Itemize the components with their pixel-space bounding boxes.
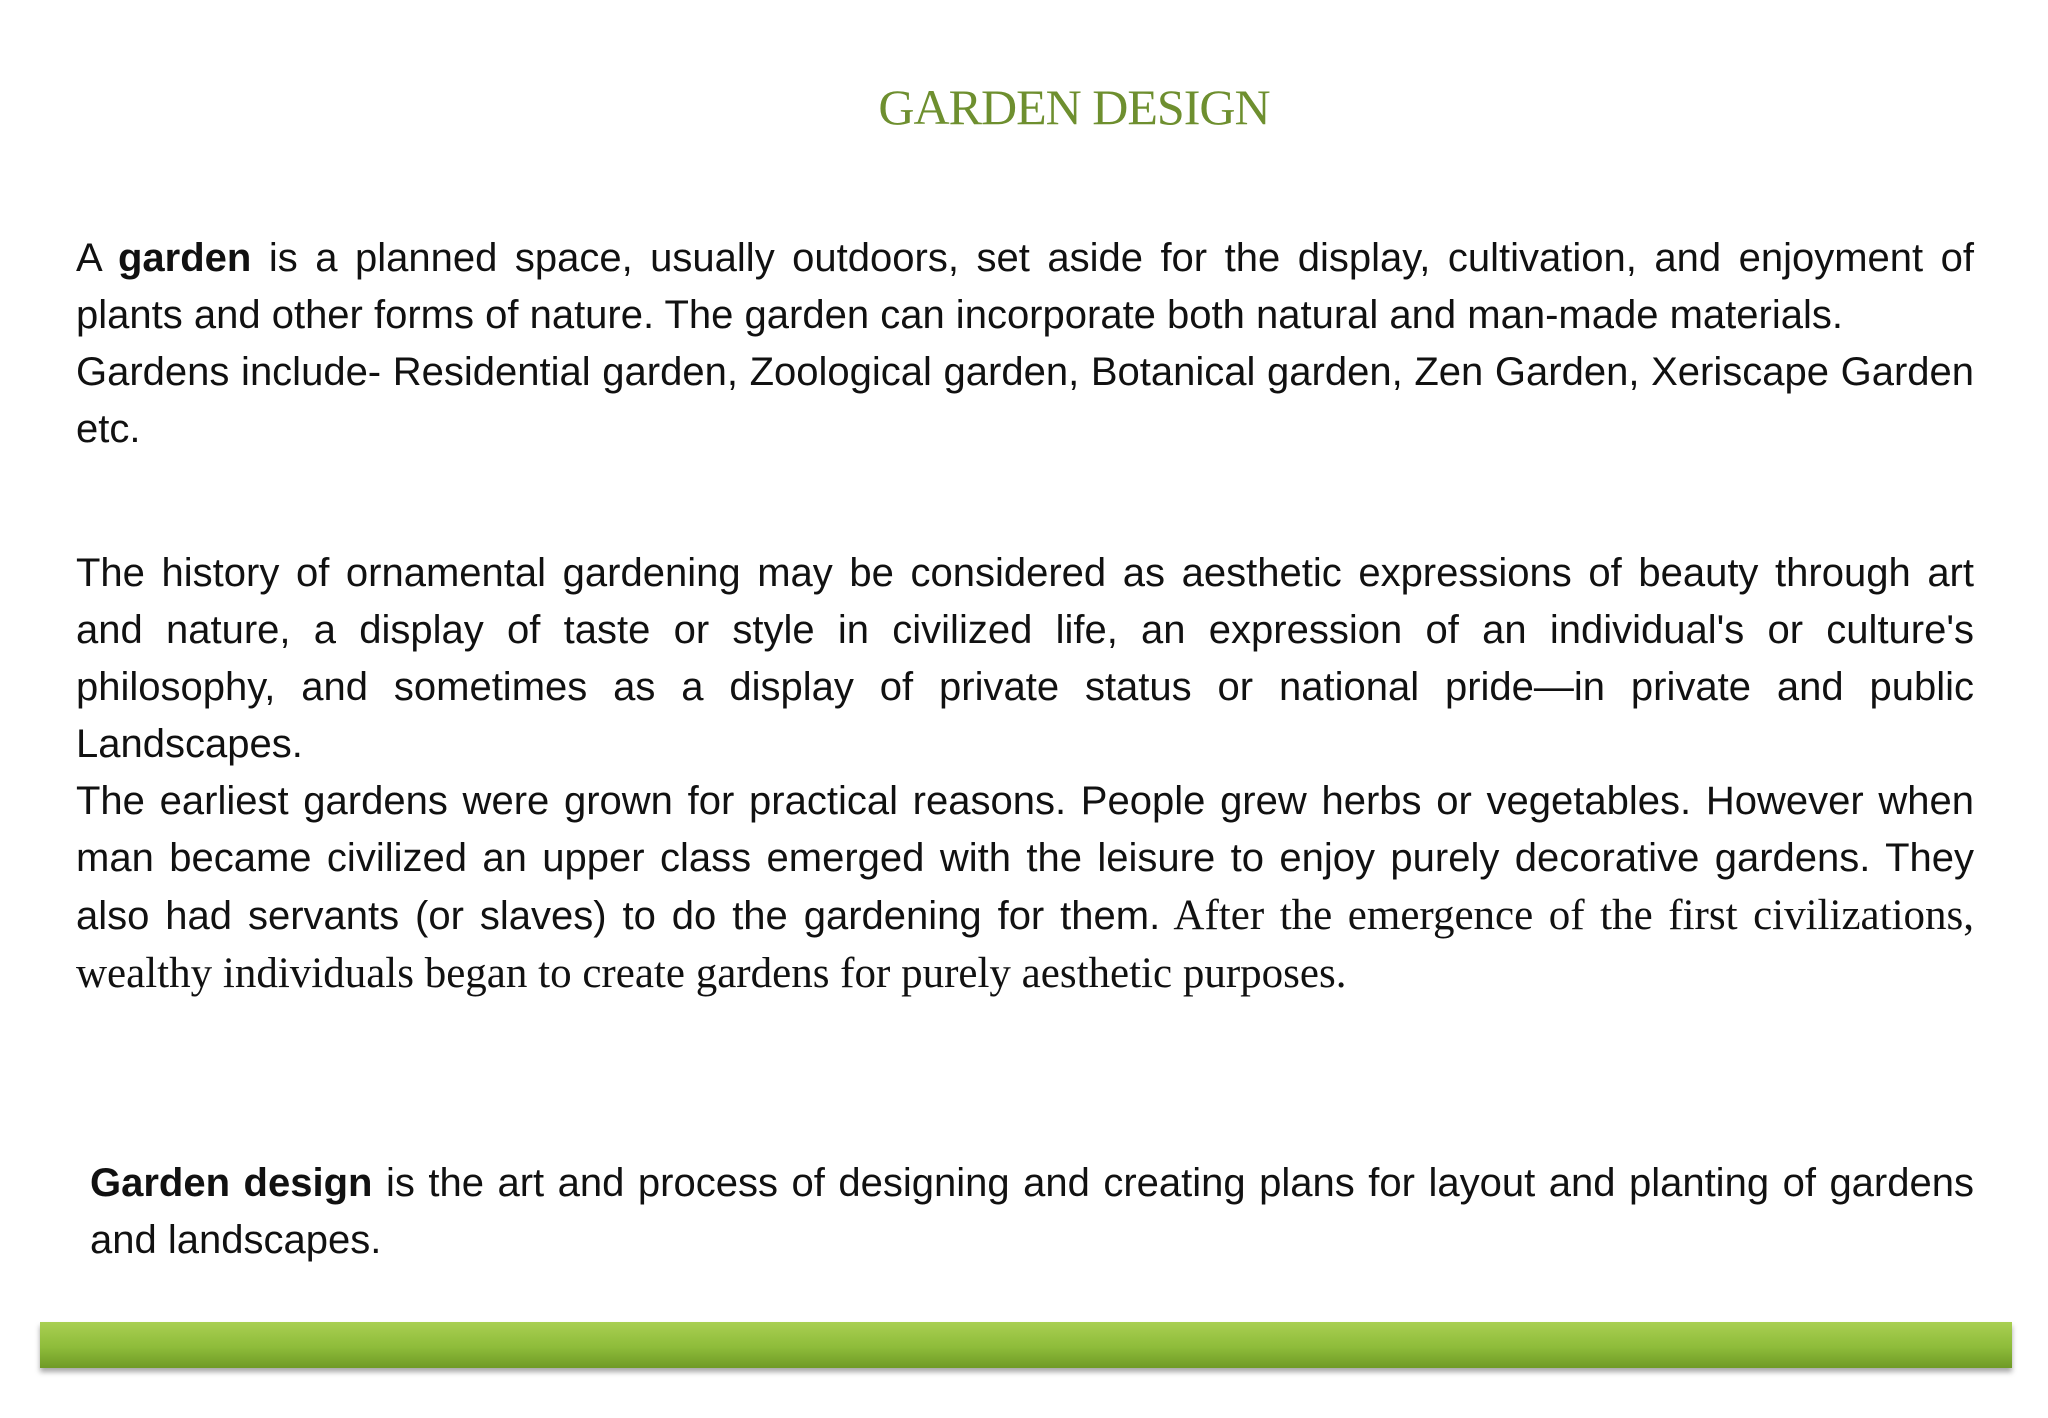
history-text: The history of ornamental gardening may be considered as aesthetic expressions of beauty through art and nature, a display of taste or style in civilized life, an expression of an individual's or culture's philosophy, and sometimes as a display of private status or national pride—in private and public Landscapes.	[76, 551, 1974, 766]
footer-green-bar	[40, 1322, 2012, 1368]
earliest-gardens-text: The earliest gardens were grown for practical reasons. People grew herbs or vegetables. However when man became civilized an upper class emerged with the leisure to enjoy purely decorative gardens. They also had servants (or slaves) to do the gardening for them.	[76, 779, 1974, 938]
definition-bold-term: garden	[117, 236, 252, 280]
page-title: GARDEN DESIGN	[878, 79, 1270, 135]
civilizations-text: After the emergence of the first civilizations, wealthy individuals began to create gardens for purely aesthetic purposes.	[76, 892, 1974, 997]
garden-design-bold-term: Garden design	[90, 1161, 373, 1205]
garden-design-text: is the art and process of designing and creating plans for layout and planting of gardens and landscapes.	[90, 1161, 1974, 1262]
history-paragraph	[76, 545, 1974, 1003]
garden-types-text: Gardens include- Residential garden, Zoological garden, Botanical garden, Zen Garden, Xeriscape Garden etc.	[76, 350, 1974, 451]
garden-definition-paragraph	[76, 230, 1974, 458]
garden-design-definition-paragraph	[90, 1155, 1974, 1269]
definition-lead: A	[76, 236, 118, 280]
definition-text: is a planned space, usually outdoors, set aside for the display, cultivation, and enjoyment of plants and other forms of nature. The garden can incorporate both natural and man-made materials.	[76, 236, 1974, 337]
